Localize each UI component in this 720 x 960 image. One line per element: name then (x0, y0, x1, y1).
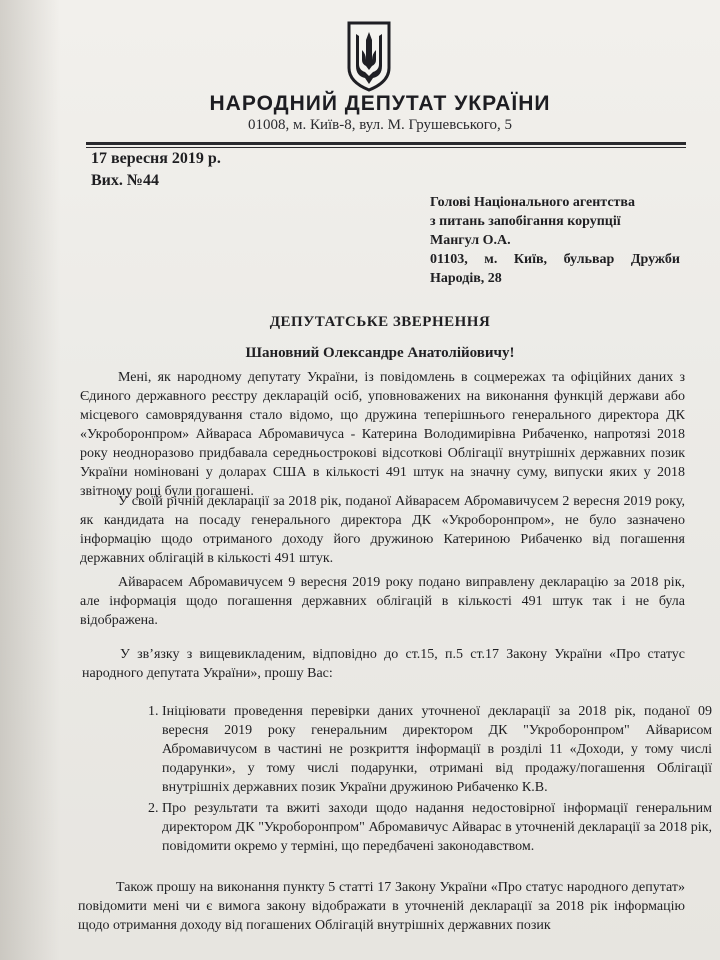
letter-title: ДЕПУТАТСЬКЕ ЗВЕРНЕННЯ (269, 314, 491, 330)
recipient-address-line (430, 250, 680, 269)
recipient-block (430, 193, 680, 288)
outgoing-number: Вих. №44 (91, 172, 159, 189)
recipient-line: з питань запобігання корупції (430, 214, 621, 229)
letterhead-rule-thick (86, 142, 686, 145)
address-part: бульвар (563, 252, 615, 267)
recipient-line: Голові Національного агентства (430, 195, 635, 210)
salutation: Шановний Олександре Анатолійовичу! (245, 345, 515, 361)
request-item: 1. Ініціювати проведення перевірки даних уточненої декларації за 2018 рік, поданої 09 вересня 2019 року генеральним директором ДК "Укроборонпром" Айварисом Абромавичусом в частині не розкриття інформації в розділі 11 «Доходи, у тому числі подарунки», у тому числі подарунки, отримані від продажу/погашення Облігації внутрішніх державних позик України дружиною Рибаченко К.В. (162, 702, 712, 797)
trident-emblem-icon (345, 20, 393, 92)
letterhead-rule-thin (86, 147, 686, 148)
address-part: 01103, (430, 252, 468, 267)
page-shadow (0, 0, 60, 960)
body-paragraph-5: Також прошу на виконання пункту 5 статті 17 Закону України «Про статус народного депутат» повідомити мені чи є вимога закону відображати в уточненій декларації за 2018 рік інформацію щодо отримання доходу від погашених Облігацій внутрішніх державних позик (78, 880, 685, 933)
body-paragraph-4: У зв’язку з вищевикладеним, відповідно до ст.15, п.5 ст.17 Закону України «Про статус народного депутата України», прошу Вас: (82, 647, 685, 681)
request-list (130, 702, 712, 858)
address-part: м. (484, 252, 498, 267)
letter-date: 17 вересня 2019 р. (91, 150, 221, 167)
recipient-name: Мангул О.А. (430, 233, 511, 248)
recipient-address-line: Народів, 28 (430, 271, 502, 286)
body-paragraph-2: У своїй річній декларації за 2018 рік, поданої Айварасем Абромавичусем 2 вересня 2019 року, як кандидата на посаду генерального директора ДК «Укроборонпром», не було зазначено інформацію щодо отриманого доходу його дружиною Катериною Рибаченко від погашення державних облігацій в кількості 491 штук. (80, 494, 685, 566)
request-item: 2. Про результати та вжиті заходи щодо надання недостовірної інформації генеральним директором ДК "Укроборонпром" Абромавичус Айварас в уточненій декларації за 2018 рік, повідомити окремо у терміні, що передбачені законодавством. (162, 799, 712, 856)
body-paragraph-3: Айварасем Абромавичусем 9 вересня 2019 року подано виправлену декларацію за 2018 рік, але інформація щодо погашення державних облігацій в кількості 491 штук так і не була відображена. (80, 575, 685, 628)
address-part: Київ, (513, 252, 548, 267)
letterhead-address: 01008, м. Київ-8, вул. М. Грушевського, 5 (247, 117, 513, 133)
letterhead-title: НАРОДНИЙ ДЕПУТАТ УКРАЇНИ (209, 92, 551, 115)
address-part: Дружби (630, 252, 680, 267)
body-paragraph-1: Мені, як народному депутату України, із повідомлень в соцмережах та офіційних даних з Єдиного державного реєстру декларацій осіб, уповноважених на виконання функцій держави або місцевого самоврядування стало відомо, що дружина теперішнього генерального директора ДК «Укроборонпром» Айвараса Абромавичуса - Катерина Володимирівна Рибаченко, напротязі 2018 року неодноразово придбавала середньострокові відсоткові Облігації внутрішніх державних позик України номіновані у доларах США в кількості 491 штук на значну суму, випуски яких у 2018 звітному році були погашені. (80, 370, 685, 499)
